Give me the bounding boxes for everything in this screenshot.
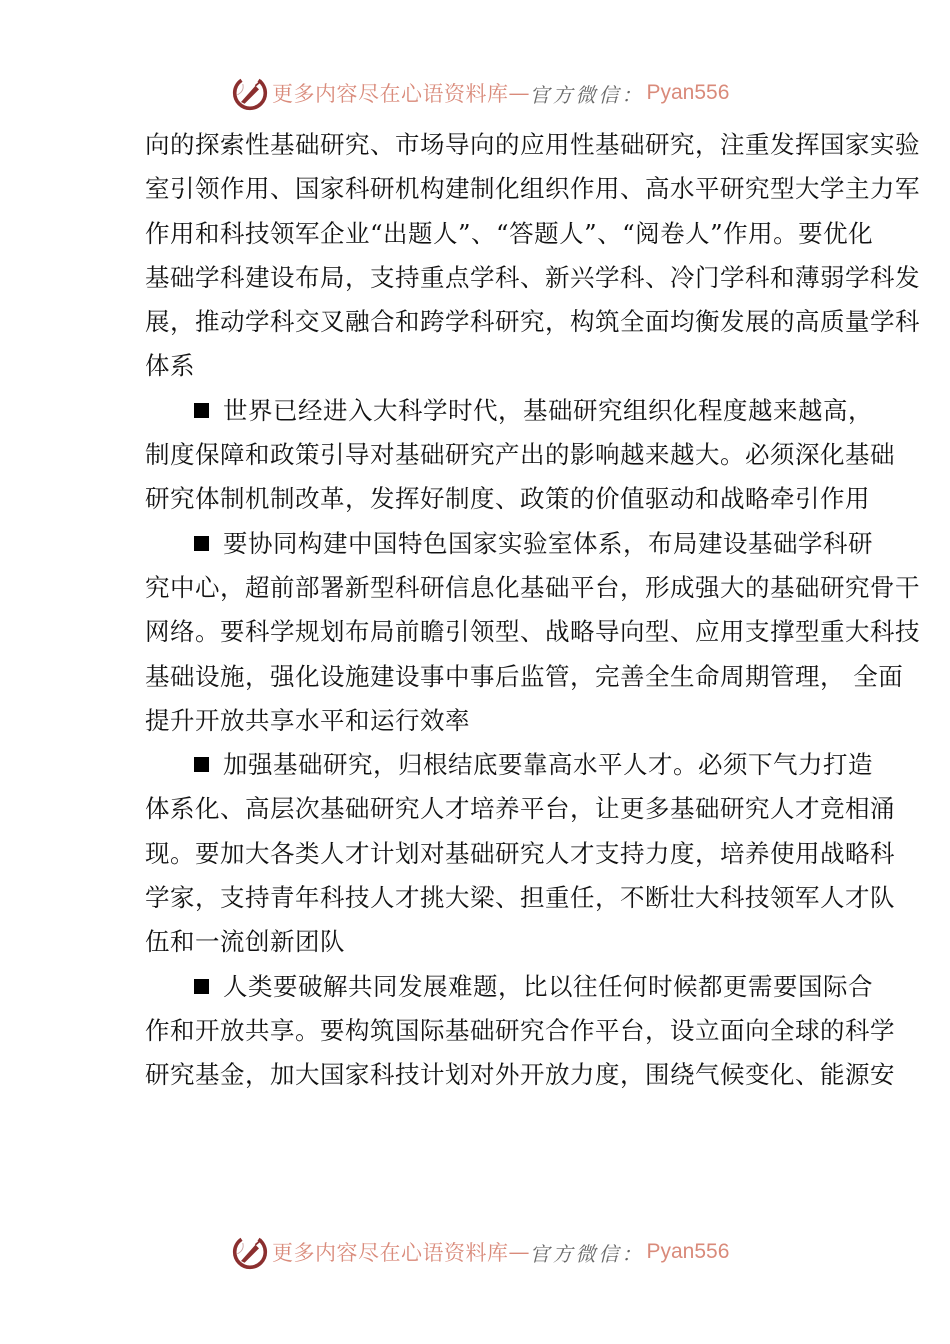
banner-main-text: 更多内容尽在心语资料库 — [272, 1241, 509, 1265]
banner-main-text: 更多内容尽在心语资料库 — [272, 82, 509, 106]
footer-banner — [232, 1232, 729, 1272]
banner-dash: — — [508, 1240, 530, 1264]
text-line: 人类要破解共同发展难题，比以往任何时候都更需要国际合 — [223, 971, 873, 1001]
text-line: 研究体制机制改革，发挥好制度、政策的价值驱动和战略牵引作用 — [145, 484, 870, 514]
text-line: 体系化、高层次基础研究人才培养平台，让更多基础研究人才竞相涌 — [145, 794, 895, 824]
text-line: 加强基础研究，归根结底要靠高水平人才。必须下气力打造 — [223, 750, 873, 780]
text-line: 研究基金，加大国家科技计划对外开放力度，围绕气候变化、能源安 — [145, 1060, 895, 1090]
bullet-paragraph — [145, 389, 895, 522]
paragraph — [145, 123, 920, 389]
quill-pen-logo-icon — [232, 1234, 268, 1270]
document-body — [145, 123, 920, 1098]
square-bullet-icon — [194, 757, 209, 772]
banner-wechat-label: 官方微信： — [529, 82, 645, 107]
text-line: 究中心，超前部署新型科研信息化基础平台，形成强大的基础研究骨干 — [145, 572, 920, 602]
bullet-paragraph — [145, 965, 895, 1098]
text-line: 作和开放共享。要构筑国际基础研究合作平台，设立面向全球的科学 — [145, 1015, 895, 1045]
text-line: 向的探索性基础研究、市场导向的应用性基础研究，注重发挥国家实验 — [145, 130, 920, 159]
text-line: 展，推动学科交叉融合和跨学科研究，构筑全面均衡发展的高质量学科 — [145, 307, 920, 337]
text-line-first — [145, 743, 873, 787]
text-line: 制度保障和政策引导对基础研究产出的影响越来越大。必须深化基础 — [145, 440, 895, 470]
text-line-first — [145, 522, 873, 566]
banner-dash: — — [508, 81, 530, 105]
text-line: 室引领作用、国家科研机构建制化组织作用、高水平研究型大学主力军 — [145, 174, 920, 204]
text-line: 基础设施，强化设施建设事中事后监管，完善全生命周期管理， 全面 — [145, 661, 904, 691]
square-bullet-icon — [194, 403, 209, 418]
text-line: 要协同构建中国特色国家实验室体系，布局建设基础学科研 — [223, 528, 873, 558]
text-line: 体系 — [145, 351, 195, 381]
text-line: 网络。要科学规划布局前瞻引领型、战略导向型、应用支撑型重大科技 — [145, 617, 920, 647]
text-line: 作用和科技领军企业“出题人”、“答题人”、“阅卷人”作用。要优化 — [145, 218, 874, 248]
text-line: 基础学科建设布局，支持重点学科、新兴学科、冷门学科和薄弱学科发 — [145, 262, 920, 292]
banner-wechat-label: 官方微信： — [529, 1241, 645, 1266]
square-bullet-icon — [194, 536, 209, 551]
bullet-paragraph — [145, 743, 895, 964]
quill-pen-logo-icon — [232, 75, 268, 111]
text-line-first — [145, 965, 873, 1009]
text-line: 学家，支持青年科技人才挑大梁、担重任，不断壮大科技领军人才队 — [145, 883, 895, 913]
text-line: 伍和一流创新团队 — [145, 927, 345, 957]
text-line: 世界已经进入大科学时代，基础研究组织化程度越来越高， — [223, 395, 873, 425]
header-banner — [232, 73, 729, 113]
square-bullet-icon — [194, 979, 209, 994]
text-line: 提升开放共享水平和运行效率 — [145, 705, 470, 735]
banner-wechat-id: Pyan556 — [646, 81, 730, 104]
bullet-paragraph — [145, 522, 920, 743]
banner-wechat-id: Pyan556 — [646, 1240, 730, 1263]
text-line-first — [145, 389, 873, 433]
text-line: 现。要加大各类人才计划对基础研究人才支持力度，培养使用战略科 — [145, 838, 895, 868]
